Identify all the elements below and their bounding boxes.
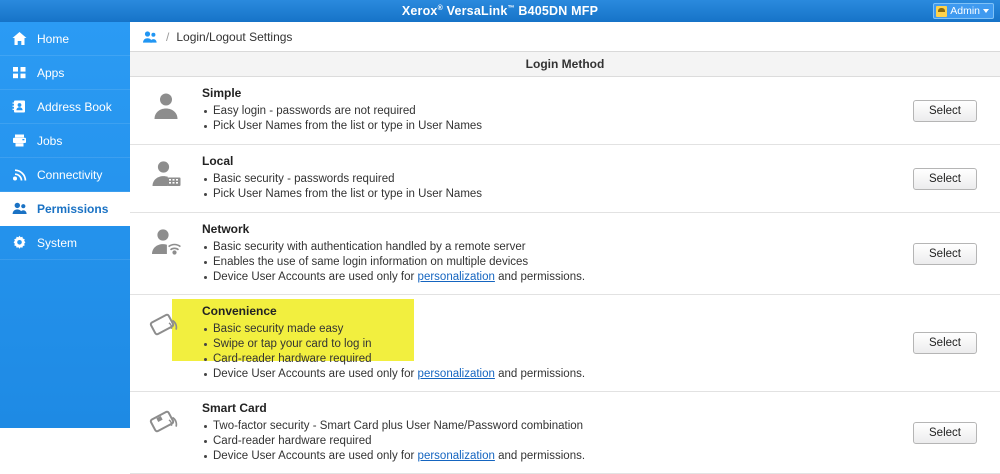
- user-keypad-icon: [130, 154, 202, 191]
- list-item: Pick User Names from the list or type in User Names: [202, 119, 880, 134]
- login-method-action: [890, 243, 1000, 265]
- sidebar-item-connectivity[interactable]: [0, 158, 130, 192]
- login-method-name: Local: [202, 154, 234, 168]
- list-item: Easy login - passwords are not required: [202, 104, 880, 119]
- user-simple-icon: [130, 86, 202, 123]
- title-brand: Xerox: [401, 4, 438, 18]
- app-body: [0, 22, 1000, 462]
- login-method-action: [890, 168, 1000, 190]
- card-icon: [130, 304, 202, 341]
- bullet-text-post: and permissions.: [494, 368, 586, 380]
- title-trademark-mark: ™: [507, 4, 515, 12]
- sidebar-item-home[interactable]: [0, 22, 130, 56]
- breadcrumb-current: Login/Logout Settings: [176, 29, 293, 44]
- section-header: [130, 52, 1000, 77]
- gear-icon: [11, 234, 28, 251]
- page-title: [402, 4, 598, 18]
- list-item: Pick User Names from the list or type in User Names: [202, 187, 880, 202]
- sidebar-item-label: Connectivity: [37, 167, 103, 182]
- login-method-details: [202, 222, 890, 285]
- personalization-link[interactable]: personalization: [417, 450, 495, 462]
- list-item: Two-factor security - Smart Card plus User Name/Password combination: [202, 419, 880, 434]
- login-method-bullets: [202, 419, 880, 464]
- content-area: [130, 22, 1000, 462]
- select-button[interactable]: Select: [913, 100, 977, 122]
- bullet-text-post: and permissions.: [494, 271, 586, 283]
- smart-card-icon: [130, 401, 202, 438]
- login-method-name: Simple: [202, 86, 242, 100]
- login-method-bullets: [202, 240, 880, 285]
- list-item: Basic security - passwords required: [202, 172, 880, 187]
- login-method-action: [890, 422, 1000, 444]
- apps-icon: [11, 64, 28, 81]
- breadcrumb: [130, 22, 1000, 52]
- sidebar-item-address-book[interactable]: [0, 90, 130, 124]
- sidebar: [0, 22, 130, 428]
- admin-label: Admin: [950, 5, 980, 17]
- login-method-action: [890, 332, 1000, 354]
- login-method-name: Network: [202, 222, 250, 236]
- section-title: Login Method: [525, 57, 605, 71]
- list-item: Basic security made easy: [202, 322, 880, 337]
- login-method-row-convenience[interactable]: [130, 295, 1000, 392]
- breadcrumb-separator: /: [166, 29, 170, 44]
- admin-menu-button[interactable]: [933, 3, 994, 19]
- login-method-row-simple[interactable]: [130, 77, 1000, 145]
- login-method-name: Smart Card: [202, 401, 267, 415]
- list-item: Card-reader hardware required: [202, 434, 880, 449]
- list-item: Enables the use of same login information on multiple devices: [202, 255, 880, 270]
- login-method-bullets: [202, 322, 880, 382]
- bullet-text-pre: Device User Accounts are used only for: [213, 271, 418, 283]
- login-method-details: [202, 86, 890, 134]
- home-icon: [11, 30, 28, 47]
- select-button[interactable]: Select: [913, 332, 977, 354]
- personalization-link[interactable]: personalization: [417, 368, 495, 380]
- sidebar-item-apps[interactable]: [0, 56, 130, 90]
- bullet-text-post: and permissions.: [494, 450, 586, 462]
- list-item: Card-reader hardware required: [202, 352, 880, 367]
- login-method-action: [890, 100, 1000, 122]
- select-button[interactable]: Select: [913, 422, 977, 444]
- login-method-bullets: [202, 104, 880, 134]
- login-method-bullets: [202, 172, 880, 202]
- title-model: B405DN MFP: [514, 4, 599, 18]
- user-network-icon: [130, 222, 202, 259]
- jobs-icon: [11, 132, 28, 149]
- permissions-icon: [141, 29, 159, 45]
- title-registered-mark: ®: [437, 4, 443, 12]
- sidebar-item-label: Home: [37, 31, 70, 46]
- list-item: [202, 270, 880, 285]
- list-item: [202, 367, 880, 382]
- sidebar-item-jobs[interactable]: [0, 124, 130, 158]
- login-method-details: [202, 154, 890, 202]
- sidebar-item-label: Address Book: [37, 99, 112, 114]
- list-item: Swipe or tap your card to log in: [202, 337, 880, 352]
- window-titlebar: [0, 0, 1000, 22]
- login-method-details: [202, 304, 890, 382]
- sidebar-item-system[interactable]: [0, 226, 130, 260]
- login-method-row-local[interactable]: [130, 145, 1000, 213]
- address-book-icon: [11, 98, 28, 115]
- bullet-text-pre: Device User Accounts are used only for: [213, 368, 418, 380]
- personalization-link[interactable]: personalization: [417, 271, 495, 283]
- permissions-icon: [11, 200, 28, 217]
- connectivity-icon: [11, 166, 28, 183]
- title-model-line: VersaLink: [442, 4, 508, 18]
- bullet-text-pre: Device User Accounts are used only for: [213, 450, 418, 462]
- login-method-list: [130, 77, 1000, 474]
- sidebar-item-label: Apps: [37, 65, 65, 80]
- login-method-row-network[interactable]: [130, 213, 1000, 295]
- select-button[interactable]: Select: [913, 168, 977, 190]
- list-item: Basic security with authentication handled by a remote server: [202, 240, 880, 255]
- sidebar-item-label: System: [37, 235, 78, 250]
- sidebar-item-label: Jobs: [37, 133, 63, 148]
- login-method-name: Convenience: [202, 304, 277, 318]
- login-method-details: [202, 401, 890, 464]
- chevron-down-icon: [983, 9, 989, 13]
- user-badge-icon: [936, 6, 947, 17]
- sidebar-item-label: Permissions: [37, 201, 109, 216]
- select-button[interactable]: Select: [913, 243, 977, 265]
- login-method-row-smart-card[interactable]: [130, 392, 1000, 474]
- sidebar-item-permissions[interactable]: [0, 192, 130, 226]
- list-item: [202, 449, 880, 464]
